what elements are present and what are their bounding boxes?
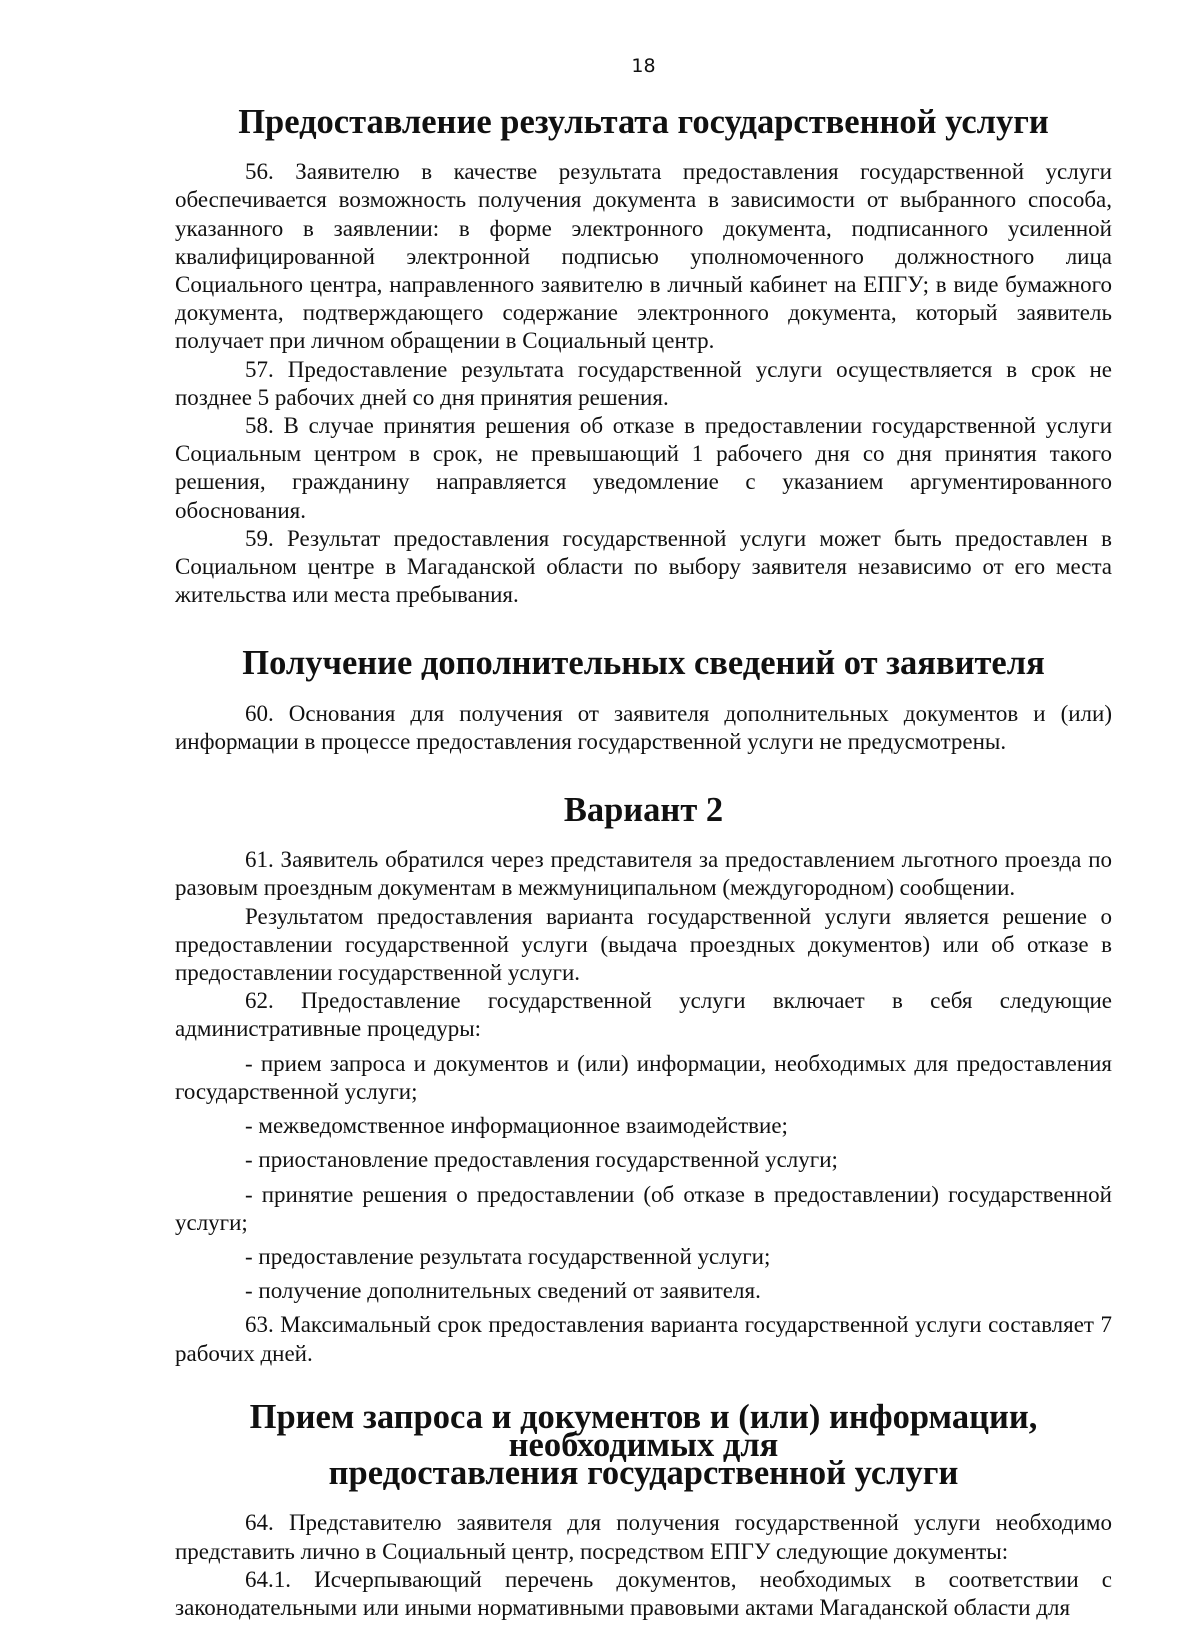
paragraph-62: 62. Предоставление государственной услуги включает в себя следующие административные процедуры: bbox=[175, 988, 1112, 1042]
section-result-body bbox=[175, 158, 1112, 609]
section-heading-variant-2: Вариант 2 bbox=[563, 791, 724, 830]
paragraph-61: 61. Заявитель обратился через представителя за предоставлением льготного проезда по разовым проездным документам в межмуниципальном (междугородном) сообщении. bbox=[175, 847, 1112, 901]
section-request-intake-body bbox=[175, 1509, 1112, 1622]
heading-line-1: Прием запроса и документов и (или) информации, необходимых для bbox=[249, 1397, 1038, 1464]
list-item: - предоставление результата государственной услуги; bbox=[245, 1243, 771, 1269]
paragraph-64: 64. Представителю заявителя для получения государственной услуги необходимо представить лично в Социальный центр, посредством ЕПГУ следующие документы: bbox=[175, 1510, 1112, 1564]
document-page bbox=[175, 52, 1112, 1622]
list-item: - прием запроса и документов и (или) информации, необходимых для предоставления государственной услуги; bbox=[175, 1050, 1112, 1104]
section-max-term bbox=[175, 1311, 1112, 1367]
section-heading-result: Предоставление результата государственной услуги bbox=[238, 103, 1049, 141]
page-number: 18 bbox=[631, 55, 656, 77]
procedures-list bbox=[175, 1050, 1112, 1306]
section-variant-2-body bbox=[175, 846, 1112, 1043]
heading-line-2: предоставления государственной услуги bbox=[328, 1454, 959, 1493]
list-item: - приостановление предоставления государственной услуги; bbox=[245, 1147, 838, 1173]
paragraph-60: 60. Основания для получения от заявителя дополнительных документов и (или) информации в процессе предоставления государственной услуги не предусмотрены. bbox=[175, 700, 1112, 754]
section-heading-additional-info: Получение дополнительных сведений от заявителя bbox=[242, 644, 1045, 683]
paragraph-56: 56. Заявителю в качестве результата предоставления государственной услуги обеспечивается возможность получения документа в зависимости от выбранного способа, указанного в заявлении: в форме электронного документа, подписанного усиленной квалифицированной электронной подписью уполномоченного должностного лица Социального центра, направленного заявителю в личный кабинет на ЕПГУ; в виде бумажного документа, подтверждающего содержание электронного документа, который заявитель получает при личном обращении в Социальный центр. bbox=[175, 159, 1112, 354]
paragraph-59: 59. Результат предоставления государственной услуги может быть предоставлен в Социальном центре в Магаданской области по выбору заявителя независимо от его места жительства или места пребывания. bbox=[175, 525, 1112, 608]
paragraph-57: 57. Предоставление результата государственной услуги осуществляется в срок не позднее 5 рабочих дней со дня принятия решения. bbox=[175, 356, 1112, 410]
paragraph-result-variant: Результатом предоставления варианта государственной услуги является решение о предоставлении государственной услуги (выдача проездных документов) или об отказе в предоставлении государственной услуги. bbox=[175, 903, 1112, 986]
paragraph-58: 58. В случае принятия решения об отказе в предоставлении государственной услуги Социальным центром в срок, не превышающий 1 рабочего дня со дня принятия такого решения, гражданину направляется уведомление с указанием аргументированного обоснования. bbox=[175, 413, 1112, 523]
list-item: - межведомственное информационное взаимодействие; bbox=[245, 1113, 788, 1139]
paragraph-63: 63. Максимальный срок предоставления варианта государственной услуги составляет 7 рабочих дней. bbox=[175, 1312, 1112, 1366]
paragraph-64-1: 64.1. Исчерпывающий перечень документов, необходимых в соответствии с законодательными или иными нормативными правовыми актами Магаданской области для bbox=[175, 1566, 1112, 1620]
list-item: - принятие решения о предоставлении (об отказе в предоставлении) государственной услуги; bbox=[175, 1181, 1112, 1235]
list-item: - получение дополнительных сведений от заявителя. bbox=[245, 1278, 761, 1304]
section-heading-request-intake bbox=[175, 1397, 1112, 1493]
section-additional-info-body bbox=[175, 700, 1112, 756]
